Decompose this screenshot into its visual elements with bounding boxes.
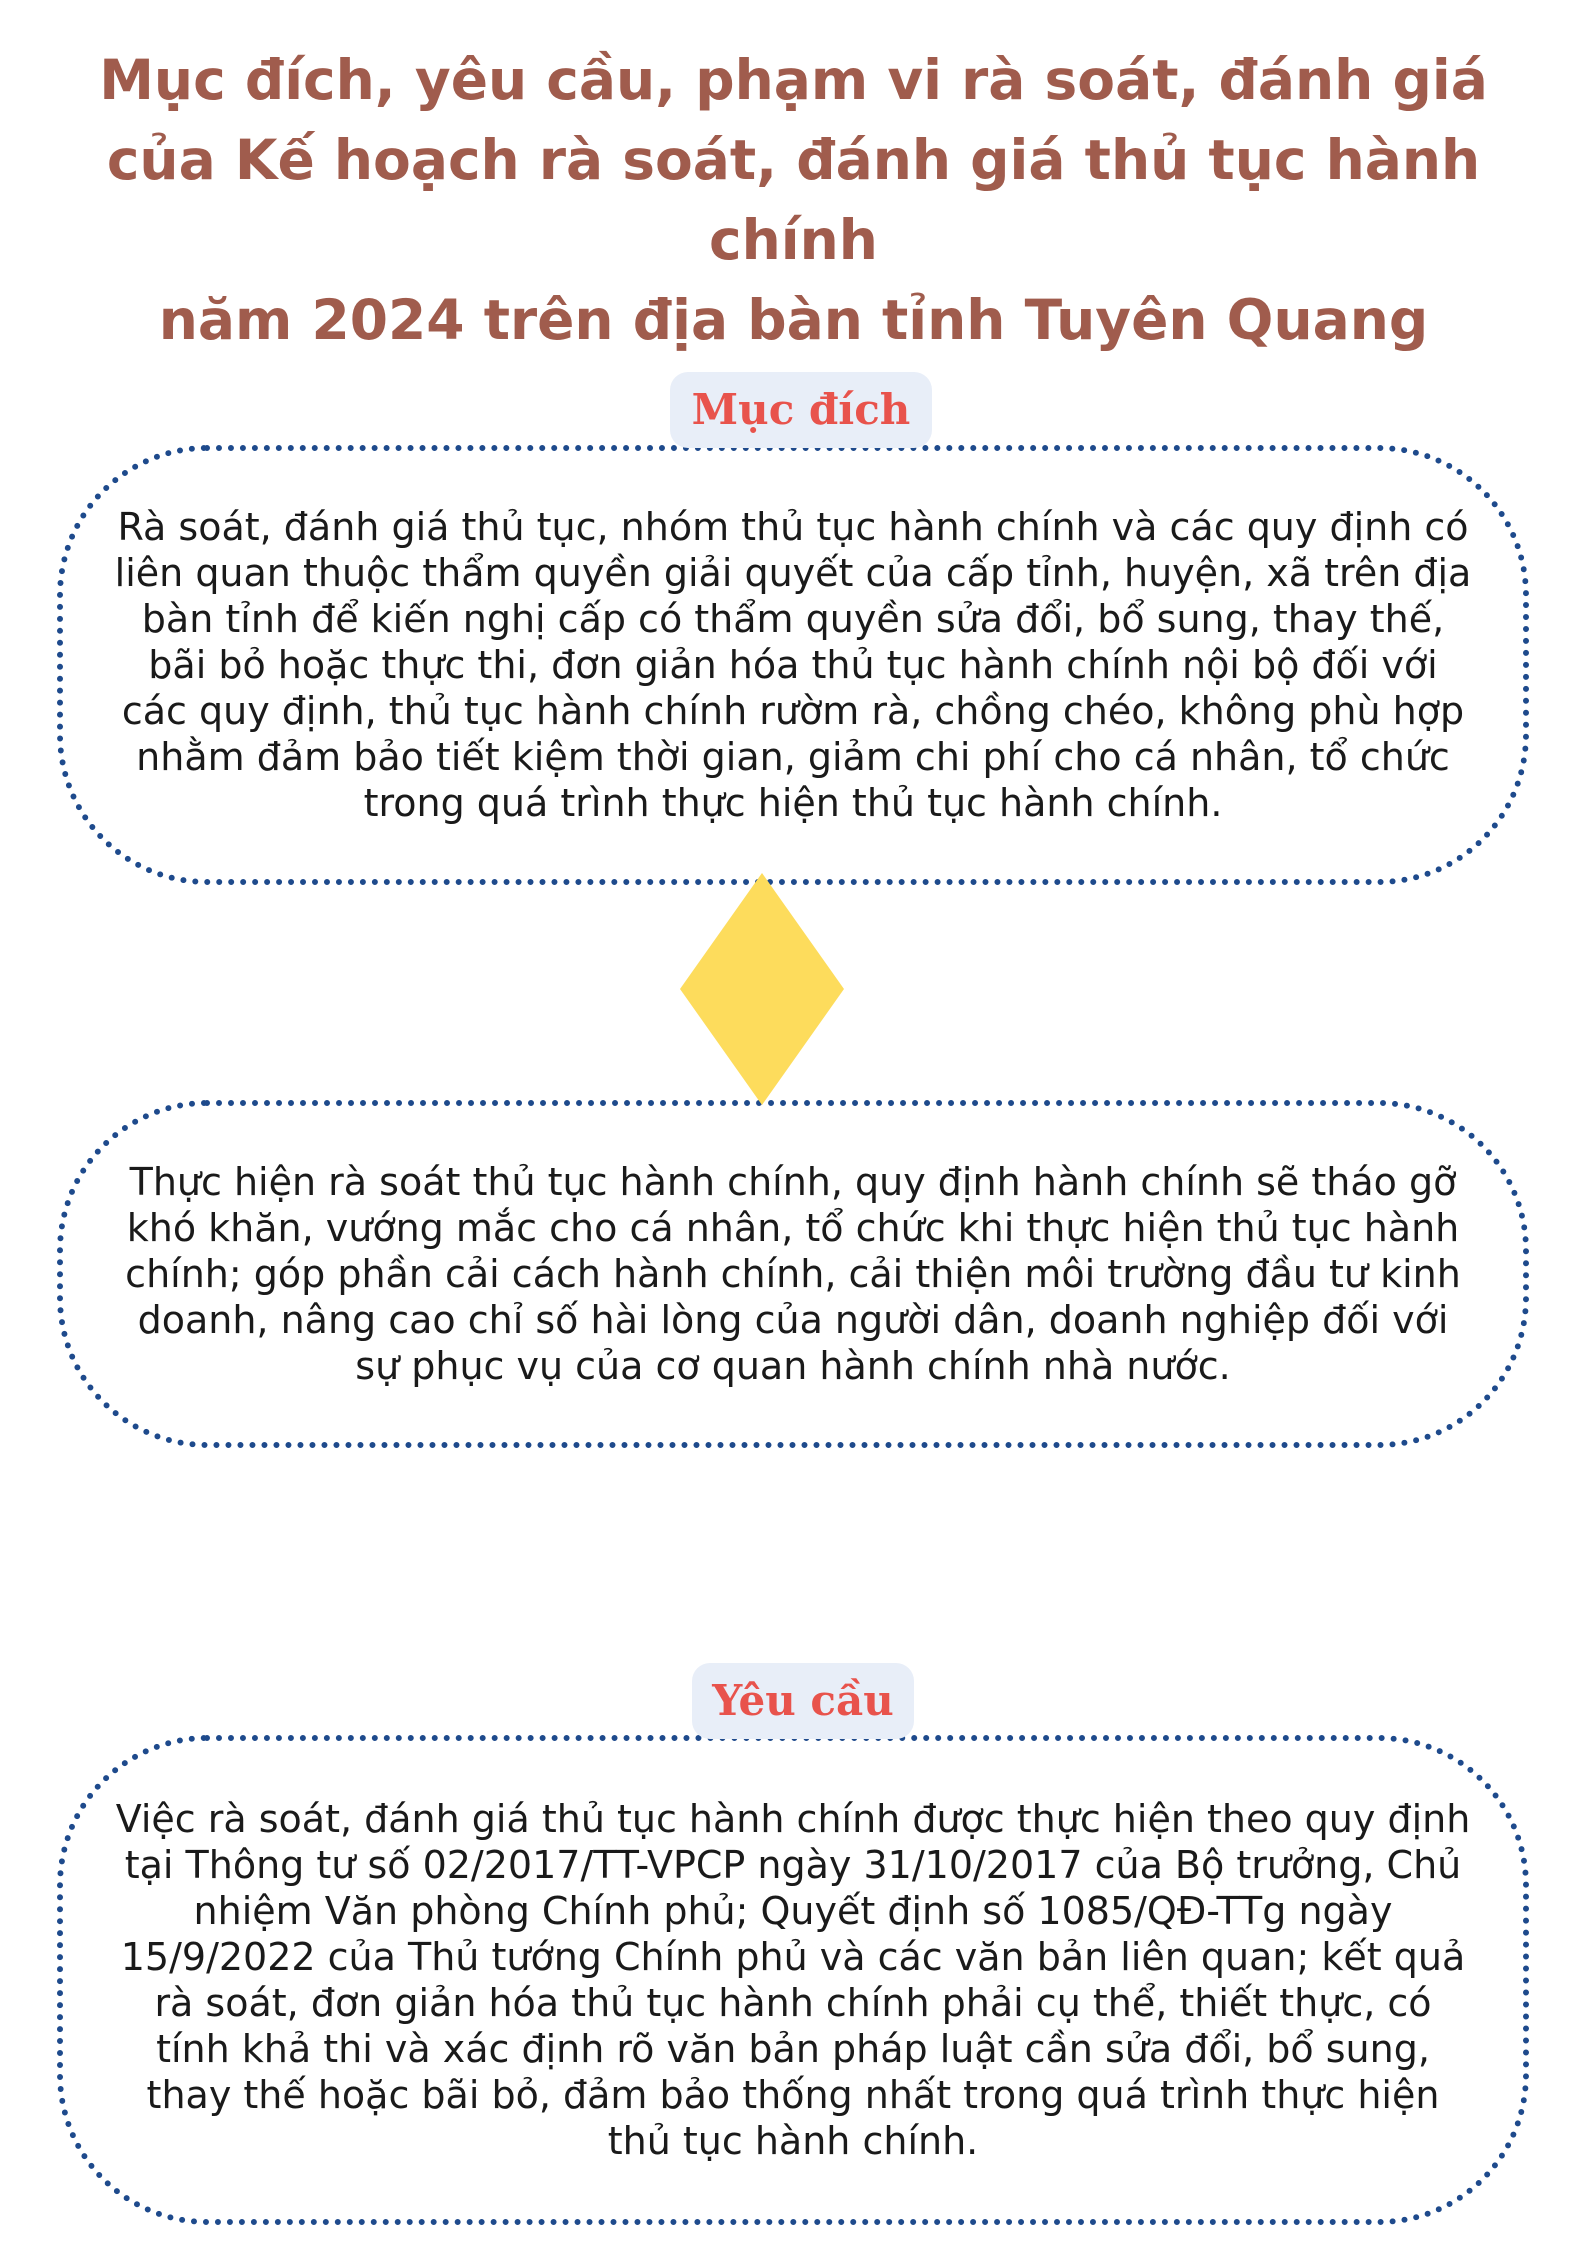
purpose-box-2 [57,1100,1529,1448]
title-line-3: năm 2024 trên địa bàn tỉnh Tuyên Quang [158,288,1429,352]
title-line-1: Mục đích, yêu cầu, phạm vi rà soát, đánh giá [99,48,1488,112]
purpose-box-1 [57,445,1529,885]
purpose-label: Mục đích [670,372,932,448]
purpose-paragraph-1: Rà soát, đánh giá thủ tục, nhóm thủ tục hành chính và các quy định có liên quan thuộc thẩm quyền giải quyết của cấp tỉnh, huyện, xã trên địa bàn tỉnh để kiến nghị cấp có thẩm quyền sửa đổi, bổ sung, thay thế, bãi bỏ hoặc thực thi, đơn giản hóa thủ tục hành chính nội bộ đối với các quy định, thủ tục hành chính rườm rà, chồng chéo, không phù hợp nhằm đảm bảo tiết kiệm thời gian, giảm chi phí cho cá nhân, tổ chức trong quá trình thực hiện thủ tục hành chính. [114,505,1472,825]
requirement-box [57,1735,1529,2225]
page-title [40,40,1547,360]
requirement-paragraph: Việc rà soát, đánh giá thủ tục hành chính được thực hiện theo quy định tại Thông tư số 02/2017/TT-VPCP ngày 31/10/2017 của Bộ trưởng, Chủ nhiệm Văn phòng Chính phủ; Quyết định số 1085/QĐ-TTg ngày 15/9/2022 của Thủ tướng Chính phủ và các văn bản liên quan; kết quả rà soát, đơn giản hóa thủ tục hành chính phải cụ thể, thiết thực, có tính khả thi và xác định rõ văn bản pháp luật cần sửa đổi, bổ sung, thay thế hoặc bãi bỏ, đảm bảo thống nhất trong quá trình thực hiện thủ tục hành chính. [115,1797,1471,2163]
purpose-paragraph-2: Thực hiện rà soát thủ tục hành chính, quy định hành chính sẽ tháo gỡ khó khăn, vướng mắc cho cá nhân, tổ chức khi thực hiện thủ tục hành chính; góp phần cải cách hành chính, cải thiện môi trường đầu tư kinh doanh, nâng cao chỉ số hài lòng của người dân, doanh nghiệp đối với sự phục vụ của cơ quan hành chính nhà nước. [125,1160,1461,1388]
requirement-label: Yêu cầu [692,1663,914,1739]
title-line-2: của Kế hoạch rà soát, đánh giá thủ tục hành chính [106,128,1481,272]
diamond-connector-icon [680,873,844,1105]
